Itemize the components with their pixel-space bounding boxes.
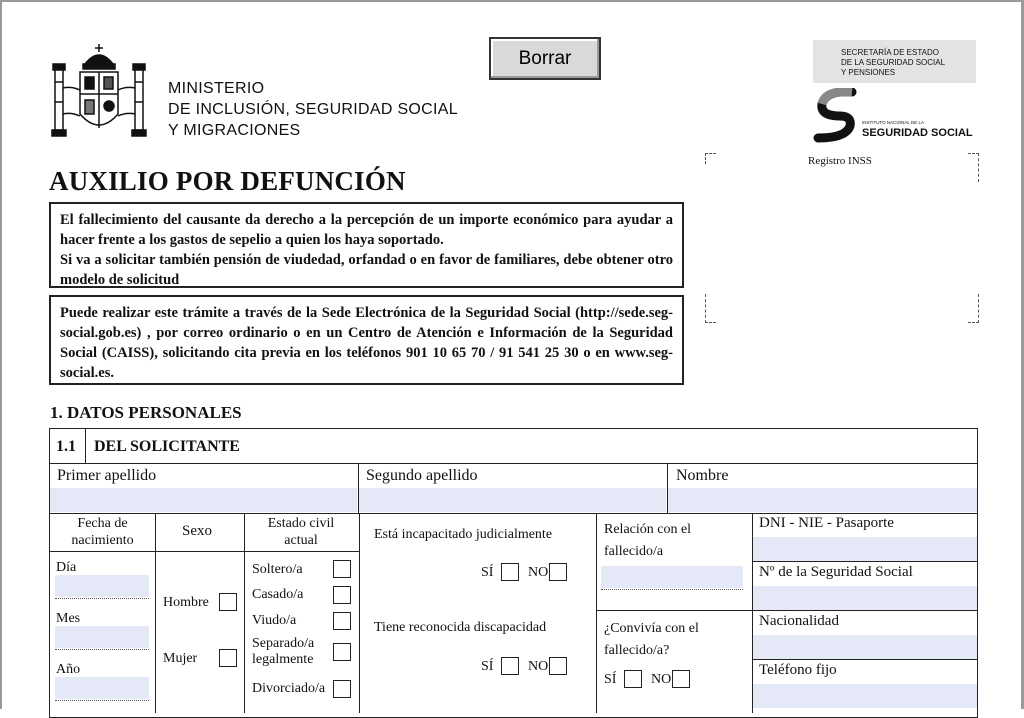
- nombre-label: Nombre: [676, 467, 729, 484]
- separado-checkbox[interactable]: [333, 643, 351, 661]
- casado-label: Casado/a: [252, 587, 304, 602]
- registro-corner-tl: [705, 153, 716, 164]
- secretaria-line-3: Y PENSIONES: [841, 68, 896, 77]
- convivia-no-label: NO: [651, 672, 672, 687]
- secretaria-line-1: SECRETARÍA DE ESTADO: [841, 48, 939, 57]
- incapacitado-no-label: NO: [528, 565, 549, 580]
- convivia-no-checkbox[interactable]: [672, 670, 690, 688]
- dia-field[interactable]: [55, 575, 149, 597]
- secretaria-line-2: DE LA SEGURIDAD SOCIAL: [841, 58, 946, 67]
- info-box-1-p1: El fallecimiento del causante da derecho a la percepción de un importe económico para ayudar a hacer frente a los gastos de sepelio a quien los haya soportado.: [60, 212, 673, 248]
- fecha-nacimiento-label: Fecha de nacimiento: [71, 516, 134, 548]
- section-1-title: 1. DATOS PERSONALES: [50, 403, 242, 422]
- segundo-apellido-label: Segundo apellido: [366, 467, 478, 484]
- registro-corner-tr: [968, 153, 979, 182]
- relacion-field[interactable]: [601, 566, 743, 588]
- subsection-num: 1.1: [56, 438, 76, 455]
- divider: [85, 428, 86, 464]
- discapacidad-si-checkbox[interactable]: [501, 657, 519, 675]
- divider: [49, 463, 978, 464]
- subsection-title: DEL SOLICITANTE: [94, 438, 240, 455]
- registro-label: Registro INSS: [808, 155, 872, 167]
- discapacidad-si-label: SÍ: [481, 659, 494, 674]
- divider: [596, 610, 753, 611]
- form-title: AUXILIO POR DEFUNCIÓN: [49, 166, 406, 196]
- dni-label: DNI - NIE - Pasaporte: [759, 515, 894, 531]
- registro-corner-br: [968, 294, 979, 323]
- viudo-checkbox[interactable]: [333, 612, 351, 630]
- hombre-label: Hombre: [163, 595, 209, 610]
- dni-field[interactable]: [753, 537, 977, 561]
- mes-label: Mes: [56, 611, 81, 626]
- primer-apellido-field[interactable]: [50, 488, 357, 512]
- separado-label: Separado/a legalmente: [252, 636, 315, 667]
- dotted-line: [55, 700, 149, 701]
- mujer-label: Mujer: [163, 651, 198, 666]
- anio-label: Año: [56, 662, 81, 677]
- secretaria-box: [813, 40, 976, 83]
- nacionalidad-field[interactable]: [753, 635, 977, 659]
- viudo-label: Viudo/a: [252, 613, 297, 628]
- telefono-field[interactable]: [753, 684, 977, 708]
- incapacitado-label: Está incapacitado judicialmente: [374, 527, 553, 542]
- nss-field[interactable]: [753, 586, 977, 610]
- info-box-1: [49, 202, 684, 288]
- inss-name-label: SEGURIDAD SOCIAL: [862, 127, 973, 139]
- inss-logo-icon: [812, 88, 860, 146]
- nombre-field[interactable]: [668, 488, 977, 512]
- nss-label: Nº de la Seguridad Social: [759, 564, 913, 580]
- casado-checkbox[interactable]: [333, 586, 351, 604]
- ministry-line-3: Y MIGRACIONES: [168, 122, 301, 139]
- nacionalidad-label: Nacionalidad: [759, 613, 839, 629]
- primer-apellido-label: Primer apellido: [57, 467, 157, 484]
- divider: [752, 561, 978, 562]
- segundo-apellido-field[interactable]: [359, 488, 666, 512]
- borrar-button[interactable]: Borrar: [489, 37, 601, 80]
- dotted-line: [55, 598, 149, 599]
- divider: [752, 659, 978, 660]
- telefono-label: Teléfono fijo: [759, 662, 837, 678]
- dotted-line: [55, 649, 149, 650]
- divider: [596, 513, 597, 713]
- soltero-checkbox[interactable]: [333, 560, 351, 578]
- divorciado-label: Divorciado/a: [252, 681, 326, 696]
- mujer-checkbox[interactable]: [219, 649, 237, 667]
- convivia-si-label: SÍ: [604, 672, 617, 687]
- ministry-line-2: DE INCLUSIÓN, SEGURIDAD SOCIAL: [168, 101, 458, 118]
- relacion-label: Relación con el fallecido/a: [604, 522, 692, 559]
- discapacidad-no-label: NO: [528, 659, 549, 674]
- incapacitado-si-checkbox[interactable]: [501, 563, 519, 581]
- incapacitado-si-label: SÍ: [481, 565, 494, 580]
- dia-label: Día: [56, 560, 77, 575]
- divider: [49, 513, 978, 514]
- hombre-checkbox[interactable]: [219, 593, 237, 611]
- estado-civil-label: Estado civil actual: [267, 516, 335, 548]
- divider: [752, 610, 978, 611]
- soltero-label: Soltero/a: [252, 562, 303, 577]
- info-box-2-text: Puede realizar este trámite a través de la Sede Electrónica de la Seguridad Social (http://sede.seg-social.gob.es) , por correo ordinario o en un Centro de Atención e Información de la Seguridad Social (CAISS), solicitando cita previa en los teléfonos 901 10 65 70 / 91 541 25 30 o en www.seg-social.es.: [60, 305, 673, 381]
- coat-of-arms-logo: [47, 42, 151, 146]
- sexo-label: Sexo: [182, 523, 212, 539]
- info-box-2: [49, 295, 684, 385]
- ministry-line-1: MINISTERIO: [168, 80, 265, 97]
- mes-field[interactable]: [55, 626, 149, 648]
- divorciado-checkbox[interactable]: [333, 680, 351, 698]
- incapacitado-no-checkbox[interactable]: [549, 563, 567, 581]
- inss-small-label: INSTITUTO NACIONAL DE LA: [862, 120, 925, 125]
- ministry-name: [168, 78, 458, 141]
- divider: [49, 551, 360, 552]
- anio-field[interactable]: [55, 677, 149, 699]
- convivia-si-checkbox[interactable]: [624, 670, 642, 688]
- discapacidad-label: Tiene reconocida discapacidad: [374, 620, 547, 635]
- divider: [244, 513, 245, 713]
- divider: [359, 513, 360, 713]
- registro-corner-bl: [705, 294, 716, 323]
- dotted-line: [601, 589, 743, 590]
- discapacidad-no-checkbox[interactable]: [549, 657, 567, 675]
- divider: [155, 513, 156, 713]
- info-box-1-p2: Si va a solicitar también pensión de viudedad, orfandad o en favor de familiares, debe obtener otro modelo de solicitud: [60, 252, 673, 288]
- convivia-label: ¿Convivía con el fallecido/a?: [604, 621, 699, 658]
